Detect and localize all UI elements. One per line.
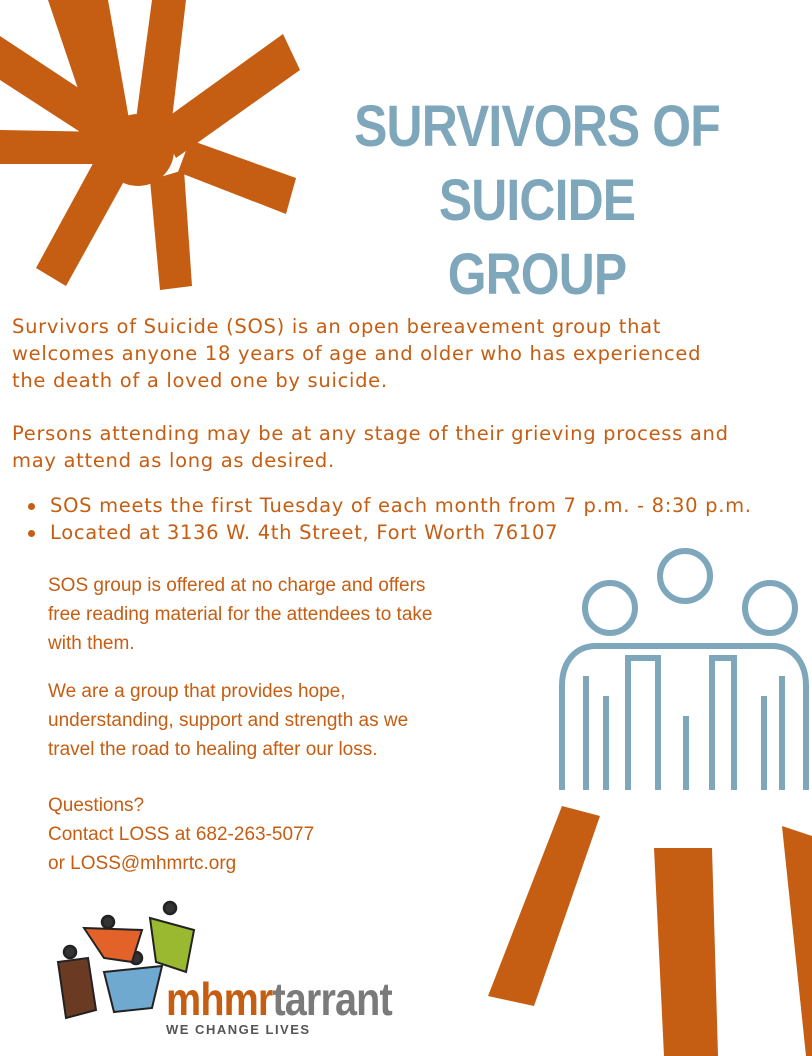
asterisk-graphic: [0, 0, 300, 300]
list-item: [0, 519, 812, 546]
logo-part-mhmr: mhmr: [166, 973, 273, 1025]
title-line-1: SURVIVORS OF SUICIDE: [354, 94, 720, 233]
offer-paragraph: [48, 571, 548, 658]
attendance-line: may attend as long as desired.: [12, 449, 335, 472]
contact-block: [48, 791, 548, 878]
offer-line: SOS group is offered at no charge and offers: [48, 575, 426, 596]
logo-part-tarrant: tarrant: [272, 973, 392, 1025]
mission-paragraph: [48, 677, 548, 764]
attendance-line: Persons attending may be at any stage of their grieving process and: [12, 422, 729, 445]
bullet-icon: [28, 503, 35, 510]
logo-wordmark: [166, 975, 392, 1023]
contact-phone[interactable]: Contact LOSS at 682-263-5077: [48, 824, 315, 845]
mission-line: We are a group that provides hope,: [48, 681, 346, 702]
people-embrace-graphic: [556, 546, 812, 796]
title-line-2: GROUP: [447, 242, 627, 307]
intro-line: the death of a loved one by suicide.: [12, 369, 388, 392]
attendance-paragraph: [12, 420, 812, 474]
intro-line: welcomes anyone 18 years of age and older who has experienced: [12, 342, 702, 365]
page-title: [309, 90, 765, 312]
meeting-time: SOS meets the first Tuesday of each month from 7 p.m. - 8:30 p.m.: [50, 494, 752, 517]
mission-line: understanding, support and strength as we: [48, 710, 409, 731]
intro-line: Survivors of Suicide (SOS) is an open bereavement group that: [12, 315, 662, 338]
location: Located at 3136 W. 4th Street, Fort Worth 76107: [50, 521, 559, 544]
contact-heading: Questions?: [48, 795, 145, 816]
logo-tagline: WE CHANGE LIVES: [166, 1022, 311, 1037]
offer-line: free reading material for the attendees to take: [48, 604, 433, 625]
contact-email[interactable]: or LOSS@mhmrtc.org: [48, 853, 237, 874]
legs-graphic: [488, 806, 812, 1056]
offer-line: with them.: [48, 633, 135, 654]
mission-line: travel the road to healing after our loss.: [48, 739, 378, 760]
bullet-icon: [28, 530, 35, 537]
details-list: [0, 492, 812, 546]
list-item: [0, 492, 812, 519]
intro-paragraph: [12, 313, 812, 394]
